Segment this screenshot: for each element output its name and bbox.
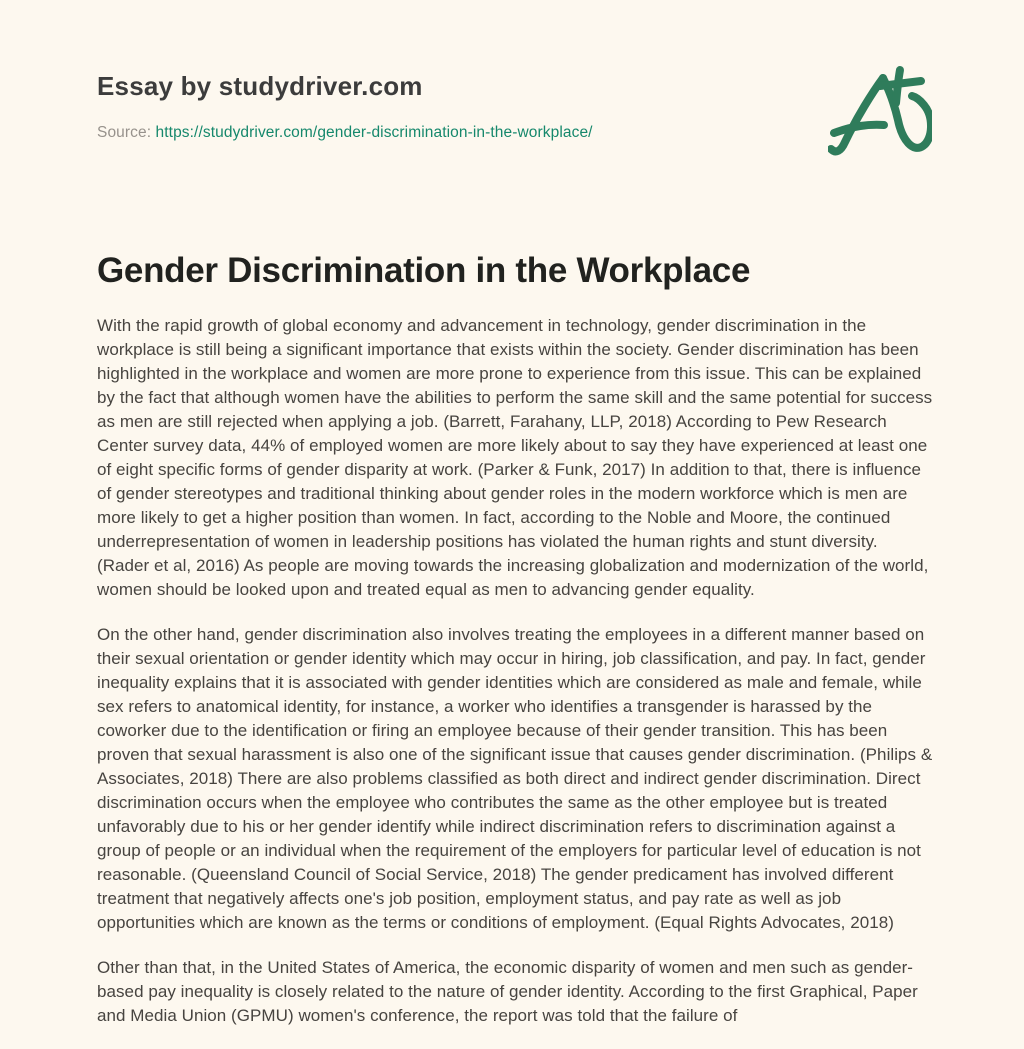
logo-plus-horizontal [880,81,921,86]
page-header-title: Essay by studydriver.com [97,71,423,101]
studydriver-a-plus-logo-icon [828,62,932,166]
source-line [97,124,593,142]
logo-a-crossbar [834,125,884,133]
article-title: Gender Discrimination in the Workplace [97,251,751,290]
article-paragraph: Other than that, in the United States of America, the economic disparity of women and men such as gender-based pay inequality is closely related to the nature of gender identity. According to the first Graphical, Paper and Media Union (GPMU) women's conference, the report was told that the failure of [97,958,918,1025]
article-body [97,314,933,1049]
article-paragraph: With the rapid growth of global economy and advancement in technology, gender discrimination in the workplace is still being a significant importance that exists within the society. Gender discrimination has been highlighted in the workplace and women are more prone to experience from this issue. This can be explained by the fact that although women have the abilities to perform the same skill and the same potential for success as men are still rejected when applying a job. (Barrett, Farahany, LLP, 2018) According to Pew Research Center survey data, 44% of employed women are more likely about to say they have experienced at least one of eight specific forms of gender disparity at work. (Parker & Funk, 2017) In addition to that, there is influence of gender stereotypes and traditional thinking about gender roles in the modern workforce which is men are more likely to get a higher position than women. In fact, according to the Noble and Moore, the continued underrepresentation of women in leadership positions has violated the human rights and stunt diversity. (Rader et al, 2016) As people are moving towards the increasing globalization and modernization of the world, women should be looked upon and treated equal as men to advancing gender equality. [97,316,933,599]
logo-a-left-stroke [831,78,883,151]
source-link[interactable]: https://studydriver.com/gender-discrimination-in-the-workplace/ [155,124,593,141]
source-label: Source: [97,124,152,141]
article-paragraph: On the other hand, gender discrimination also involves treating the employees in a different manner based on their sexual orientation or gender identity which may occur in hiring, job classification, and pay. In fact, gender inequality explains that it is associated with gender identities which are considered as male and female, while sex refers to anatomical identity, for instance, a worker who identifies a transgender is harassed by the coworker due to the identification or firing an employee because of their gender transition. This has been proven that sexual harassment is also one of the significant issue that causes gender discrimination. (Philips & Associates, 2018) There are also problems classified as both direct and indirect gender discrimination. Direct discrimination occurs when the employee who contributes the same as the other employee but is treated unfavorably due to his or her gender identify while indirect discrimination refers to discrimination against a group of people or an individual when the requirement of the employers for particular level of education is not reasonable. (Queensland Council of Social Service, 2018) The gender predicament has involved different treatment that negatively affects one's job position, employment status, and pay rate as well as job opportunities which are known as the terms or conditions of employment. (Equal Rights Advocates, 2018) [97,625,933,932]
essay-page [97,0,933,1034]
